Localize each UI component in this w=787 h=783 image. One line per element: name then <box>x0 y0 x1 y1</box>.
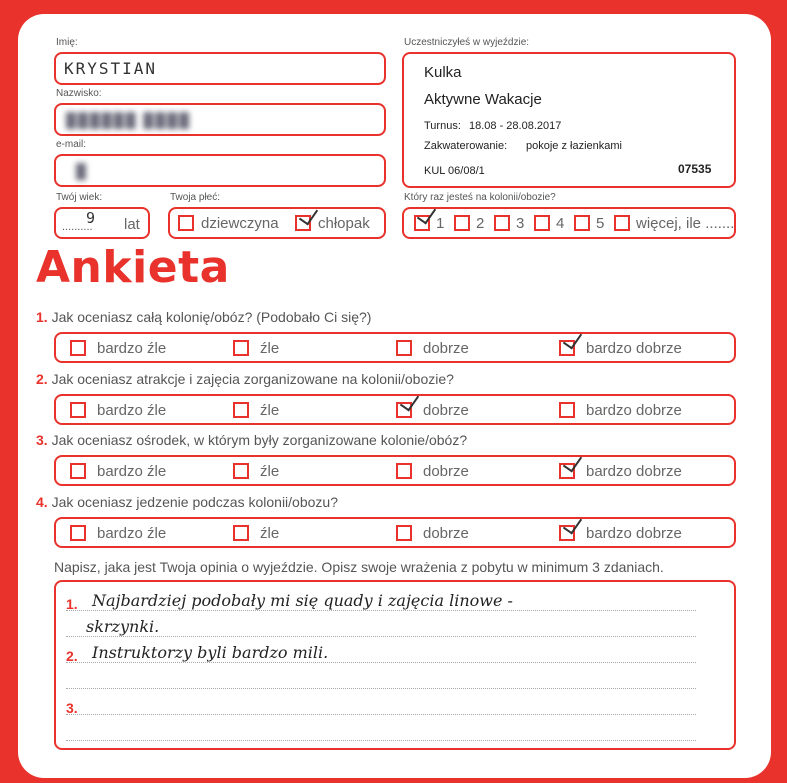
trip-number: 07535 <box>678 162 712 176</box>
rating-checkbox[interactable] <box>233 340 249 356</box>
question-text: Jak oceniasz całą kolonię/obóz? (Podobało Ci się?) <box>51 309 372 325</box>
name-label: Imię: <box>56 37 78 48</box>
writing-line <box>66 688 696 689</box>
question-number: 4. <box>36 494 48 510</box>
time-checkbox-5[interactable] <box>574 215 590 231</box>
rating-checkbox[interactable] <box>396 525 412 541</box>
participated-label: Uczestniczyłeś w wyjeździe: <box>404 37 530 48</box>
rating-checkbox[interactable] <box>396 340 412 356</box>
question-number: 2. <box>36 371 48 387</box>
handwritten-answer: Najbardziej podobały mi się quady i zajęcia linowe - <box>92 591 513 610</box>
rating-checkbox[interactable] <box>233 402 249 418</box>
gender-label: Twoja płeć: <box>170 192 221 203</box>
surname-field[interactable] <box>54 103 386 136</box>
time-option-3: 3 <box>516 215 525 232</box>
surname-label: Nazwisko: <box>56 88 102 99</box>
trip-name: Kulka <box>424 64 462 81</box>
rating-option-label: dobrze <box>423 525 469 542</box>
handwritten-answer: skrzynki. <box>86 617 160 636</box>
question-number: 1. <box>36 309 48 325</box>
writing-line <box>66 662 696 663</box>
rating-checkbox[interactable] <box>70 525 86 541</box>
time-option-5: 5 <box>596 215 605 232</box>
trip-info-box <box>402 52 736 188</box>
time-option-2: 2 <box>476 215 485 232</box>
rating-checkbox[interactable] <box>70 340 86 356</box>
age-dots: .......... <box>62 221 93 233</box>
rating-checkbox[interactable] <box>396 463 412 479</box>
lodging-label: Zakwaterowanie: <box>424 140 508 152</box>
turnus-value: 18.08 - 28.08.2017 <box>469 120 562 132</box>
writing-line <box>66 740 696 741</box>
writing-line <box>66 610 696 611</box>
question-3 <box>36 432 467 448</box>
question-2 <box>36 371 454 387</box>
gender-option-girl: dziewczyna <box>201 215 279 232</box>
email-label: e-mail: <box>56 139 87 150</box>
time-option-1: 1 <box>436 215 445 232</box>
time-checkbox-3[interactable] <box>494 215 510 231</box>
question-1 <box>36 309 371 325</box>
name-field[interactable] <box>54 52 386 85</box>
rating-option-label: bardzo źle <box>97 340 167 357</box>
time-checkbox-more[interactable] <box>614 215 630 231</box>
question-number: 3. <box>36 432 48 448</box>
rating-option-label: źle <box>260 525 280 542</box>
rating-checkbox[interactable] <box>559 402 575 418</box>
rating-option-label: dobrze <box>423 463 469 480</box>
writing-line <box>66 636 696 637</box>
trip-subtitle: Aktywne Wakacje <box>424 91 542 108</box>
line-number: 3. <box>66 700 78 716</box>
writing-line <box>66 714 696 715</box>
question-4 <box>36 494 338 510</box>
time-option-4: 4 <box>556 215 565 232</box>
turnus-label: Turnus: <box>424 120 461 132</box>
line-number: 2. <box>66 648 78 664</box>
rating-option-label: źle <box>260 402 280 419</box>
opinion-prompt: Napisz, jaka jest Twoja opinia o wyjeździe. Opisz swoje wrażenia z pobytu w minimum 3 zdaniach. <box>54 559 664 575</box>
age-value: 9 <box>86 209 96 227</box>
name-value: KRYSTIAN <box>64 59 158 78</box>
age-field[interactable] <box>54 207 150 239</box>
email-field[interactable] <box>54 154 386 187</box>
survey-title: Ankieta <box>36 242 230 293</box>
trip-code: KUL 06/08/1 <box>424 165 485 177</box>
rating-option-label: bardzo dobrze <box>586 463 682 480</box>
question-text: Jak oceniasz jedzenie podczas kolonii/obozu? <box>51 494 338 510</box>
rating-option-label: bardzo źle <box>97 402 167 419</box>
rating-option-label: bardzo źle <box>97 525 167 542</box>
surname-value-redacted: ██████ ████ <box>66 112 192 128</box>
age-unit: lat <box>124 216 140 233</box>
lodging-value: pokoje z łazienkami <box>526 140 622 152</box>
rating-option-label: bardzo dobrze <box>586 402 682 419</box>
question-text: Jak oceniasz ośrodek, w którym były zorganizowane kolonie/obóz? <box>51 432 468 448</box>
line-number: 1. <box>66 596 78 612</box>
rating-checkbox[interactable] <box>233 463 249 479</box>
rating-checkbox[interactable] <box>70 463 86 479</box>
which-time-label: Który raz jesteś na kolonii/obozie? <box>404 192 556 203</box>
rating-option-label: dobrze <box>423 402 469 419</box>
rating-checkbox[interactable] <box>233 525 249 541</box>
rating-option-label: dobrze <box>423 340 469 357</box>
rating-checkbox[interactable] <box>70 402 86 418</box>
time-checkbox-2[interactable] <box>454 215 470 231</box>
rating-option-label: źle <box>260 463 280 480</box>
gender-checkbox-girl[interactable] <box>178 215 194 231</box>
time-checkbox-4[interactable] <box>534 215 550 231</box>
rating-option-label: bardzo źle <box>97 463 167 480</box>
rating-option-label: bardzo dobrze <box>586 525 682 542</box>
rating-option-label: źle <box>260 340 280 357</box>
gender-option-boy: chłopak <box>318 215 370 232</box>
age-label: Twój wiek: <box>56 192 103 203</box>
email-value-redacted: █ <box>76 163 88 179</box>
question-text: Jak oceniasz atrakcje i zajęcia zorganizowane na kolonii/obozie? <box>51 371 454 387</box>
rating-option-label: bardzo dobrze <box>586 340 682 357</box>
handwritten-answer: Instruktorzy byli bardzo mili. <box>92 643 329 662</box>
time-option-more: więcej, ile ....... <box>636 215 735 232</box>
